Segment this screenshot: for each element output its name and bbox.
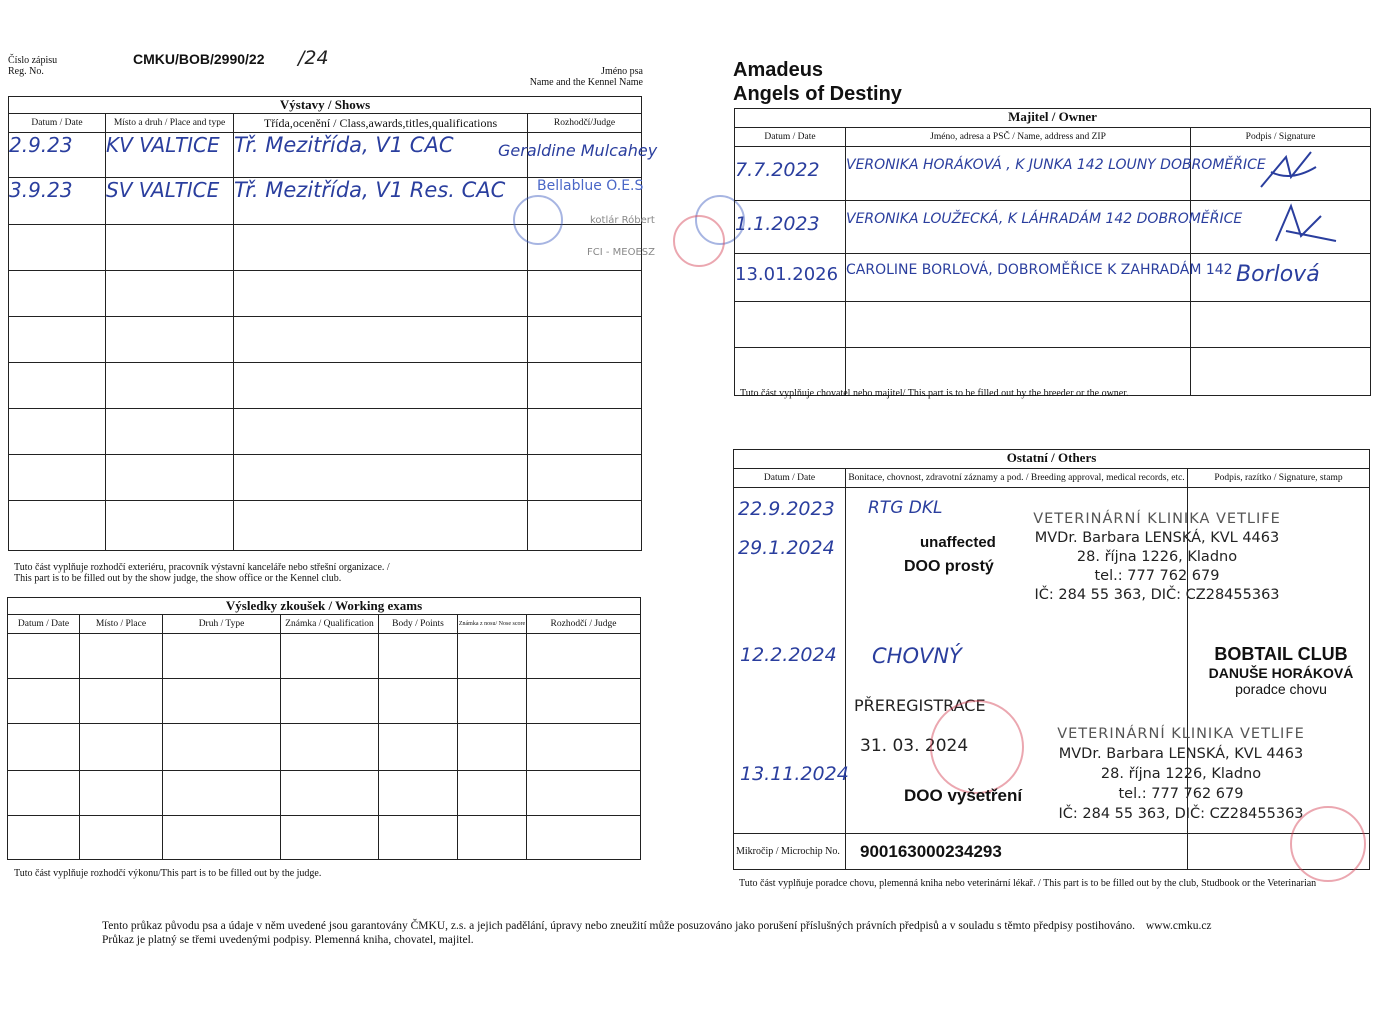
owner-name: VERONIKA LOUŽECKÁ, K LÁHRADÁM 142 DOBROMĚŘICE	[846, 201, 1191, 254]
club-line3: poradce chovu	[1235, 681, 1327, 697]
doo-prosty-stamp: DOO prostý	[904, 558, 994, 575]
table-row	[734, 834, 1370, 870]
others-header-records: Bonitace, chovnost, zdravotní záznamy a pod. / Breeding approval, medical records, etc.	[846, 469, 1188, 488]
table-row	[735, 201, 1371, 254]
signature-icon	[1191, 201, 1371, 248]
vet1-line1: VETERINÁRNÍ KLINIKA VETLIFE	[1033, 511, 1281, 527]
owner-signature	[1191, 147, 1371, 201]
reg-number: CMKU/BOB/2990/22	[133, 51, 265, 67]
preregistrace-date: 31. 03. 2024	[860, 736, 969, 756]
table-row	[9, 271, 642, 317]
shows-title: Výstavy / Shows	[9, 97, 642, 114]
table-row	[735, 254, 1371, 302]
vet1-line3: 28. října 1226, Kladno	[1076, 549, 1238, 565]
reg-label	[8, 55, 57, 77]
reg-number-handwritten: /24	[298, 47, 329, 69]
dog-name-line1: Amadeus	[733, 59, 824, 81]
others-date-4: 13.11.2024	[740, 763, 849, 785]
owner-header-signature: Podpis / Signature	[1191, 128, 1371, 147]
owner-date: 7.7.2022	[735, 147, 846, 201]
vet2-line3: 28. října 1226, Kladno	[1100, 766, 1262, 782]
dog-name-label	[470, 66, 643, 88]
cmku-link[interactable]: www.cmku.cz	[1145, 920, 1212, 932]
others-date-3: 12.2.2024	[740, 644, 837, 666]
dog-name-label-en: Name and the Kennel Name	[529, 77, 643, 88]
table-row	[735, 147, 1371, 201]
owner-date: 1.1.2023	[735, 201, 846, 254]
vet2-line5: IČ: 284 55 363, DIČ: CZ28455363	[1058, 806, 1304, 822]
table-row	[9, 317, 642, 363]
exams-header-judge: Rozhodčí / Judge	[527, 615, 641, 634]
seal-icon	[1290, 806, 1366, 882]
signature-icon	[1191, 147, 1371, 195]
microchip-number: 900163000234293	[846, 834, 1188, 870]
table-row	[9, 501, 642, 551]
owner-name: CAROLINE BORLOVÁ, DOBROMĚŘICE K ZAHRADÁM 142	[846, 254, 1191, 302]
show-date: 3.9.23	[9, 178, 106, 225]
dog-name-label-cz: Jméno psa	[601, 66, 643, 77]
exams-header-place: Místo / Place	[80, 615, 163, 634]
show-judge	[498, 133, 658, 178]
table-row	[9, 409, 642, 455]
others-header-stamp: Podpis, razítko / Signature, stamp	[1188, 469, 1370, 488]
judge-stamp	[505, 175, 725, 265]
studbook-seal-icon	[930, 700, 1024, 794]
table-row	[9, 363, 642, 409]
doo-vysetreni-stamp: DOO vyšetření	[904, 786, 1023, 805]
exams-footer: Tuto část vyplňuje rozhodčí výkonu/This part is to be filled out by the judge.	[14, 868, 322, 879]
bottom-notice	[102, 919, 1362, 947]
owner-header-date: Datum / Date	[735, 128, 846, 147]
unaffected-stamp: unaffected	[920, 534, 996, 551]
exams-header-nose: Známka z nosu/ Nose score	[458, 615, 527, 634]
show-place: KV VALTICE	[106, 133, 234, 178]
shows-header-date: Datum / Date	[9, 114, 106, 133]
show-class: Tř. Mezitřída, V1 Res. CAC	[234, 178, 528, 225]
others-header-date: Datum / Date	[734, 469, 846, 488]
vet2-line1: VETERINÁRNÍ KLINIKA VETLIFE	[1057, 726, 1305, 742]
hw-rtg: RTG DKL	[868, 498, 943, 518]
shows-header-class: Třída,ocenění / Class,awards,titles,qualifications	[234, 114, 528, 133]
show-date: 2.9.23	[9, 133, 106, 178]
exams-header-points: Body / Points	[379, 615, 458, 634]
table-row	[8, 724, 641, 771]
owner-name: VERONIKA HORÁKOVÁ , K JUNKA 142 LOUNY DOBROMĚŘICE	[846, 147, 1191, 201]
exams-header-qualification: Známka / Qualification	[281, 615, 379, 634]
dog-name	[733, 58, 902, 106]
shows-header-place: Místo a druh / Place and type	[106, 114, 234, 133]
judge-stamp-line3: FCI - MEOESZ	[587, 247, 655, 258]
microchip-label: Mikročip / Microchip No.	[734, 834, 846, 870]
show-place: SV VALTICE	[106, 178, 234, 225]
table-row	[8, 816, 641, 860]
exams-title: Výsledky zkoušek / Working exams	[8, 598, 641, 615]
table-row	[8, 679, 641, 724]
table-row	[735, 302, 1371, 348]
shows-footer-line2: This part is to be filled out by the show judge, the show office or the Kennel club.	[14, 573, 342, 584]
reg-label-cz: Číslo zápisu	[8, 55, 58, 66]
preregistrace-stamp: PŘEREGISTRACE	[854, 696, 986, 715]
vet2-line2: MVDr. Barbara LENSKÁ, KVL 4463	[1058, 746, 1304, 762]
others-date-2: 29.1.2024	[738, 537, 835, 559]
owner-header-name: Jméno, adresa a PSČ / Name, address and ZIP	[846, 128, 1191, 147]
table-row	[9, 133, 642, 178]
vet1-line5: IČ: 284 55 363, DIČ: CZ28455363	[1034, 587, 1280, 603]
owner-table	[734, 108, 1371, 396]
vet1-line2: MVDr. Barbara LENSKÁ, KVL 4463	[1034, 530, 1280, 546]
table-row	[8, 771, 641, 816]
judge-stamp-line2: kotlár Róbert	[590, 215, 655, 226]
club-stamp	[1196, 644, 1366, 697]
shows-footer-line1: Tuto část vyplňuje rozhodčí exteriéru, pracovník výstavní kanceláře nebo střešní organizace. /	[14, 562, 390, 573]
bottom-line1: Tento průkaz původu psa a údaje v něm uvedené jsou garantovány ČMKU, z.s. a jejich padělání, úpravy nebo zneužití může posuzováno jako porušení příslušných právních předpisů a v souladu s těmto předpisy postihováno.	[102, 920, 1135, 932]
vet1-line4: tel.: 777 762 679	[1094, 568, 1220, 584]
owner-signature	[1191, 201, 1371, 254]
bottom-line2: Průkaz je platný se třemi uvedenými podpisy. Plemenná kniha, chovatel, majitel.	[102, 934, 474, 946]
club-line1: BOBTAIL CLUB	[1214, 644, 1348, 664]
exams-header-type: Druh / Type	[163, 615, 281, 634]
owner-signature: Borlová	[1191, 254, 1371, 302]
seal-icon	[513, 195, 563, 245]
owner-title: Majitel / Owner	[735, 109, 1371, 128]
shows-header-judge: Rozhodčí/Judge	[528, 114, 642, 133]
others-date-1: 22.9.2023	[738, 498, 835, 520]
table-row	[9, 455, 642, 501]
reg-label-en: Reg. No.	[8, 66, 44, 77]
club-line2: DANUŠE HORÁKOVÁ	[1208, 665, 1354, 681]
table-row	[8, 634, 641, 679]
vet2-line4: tel.: 777 762 679	[1118, 786, 1244, 802]
owner-footer: Tuto část vyplňuje chovatel nebo majitel/ This part is to be filled out by the breeder or the owner.	[740, 388, 1129, 399]
dog-name-line2: Angels of Destiny	[733, 83, 902, 105]
shows-table	[8, 96, 658, 551]
hw-chovny: CHOVNÝ	[872, 644, 962, 668]
others-title: Ostatní / Others	[734, 450, 1370, 469]
show-class: Tř. Mezitřída, V1 CAC	[234, 133, 528, 178]
others-footer: Tuto část vyplňuje poradce chovu, plemenná kniha nebo veterinární lékař. / This part is to be filled out by the club, Studbook or the Veterinarian	[739, 878, 1317, 889]
vet-stamp-2	[1036, 724, 1326, 824]
judge-stamp-name: Bellablue O.E.S	[537, 178, 644, 194]
exams-header-date: Datum / Date	[8, 615, 80, 634]
seal-icon	[673, 215, 725, 267]
judge-signature: Geraldine Mulcahey	[498, 141, 658, 160]
shows-footer	[14, 562, 390, 584]
vet-stamp-1	[1012, 510, 1302, 605]
exams-table	[7, 597, 641, 860]
owner-date: 13.01.2026	[735, 254, 846, 302]
